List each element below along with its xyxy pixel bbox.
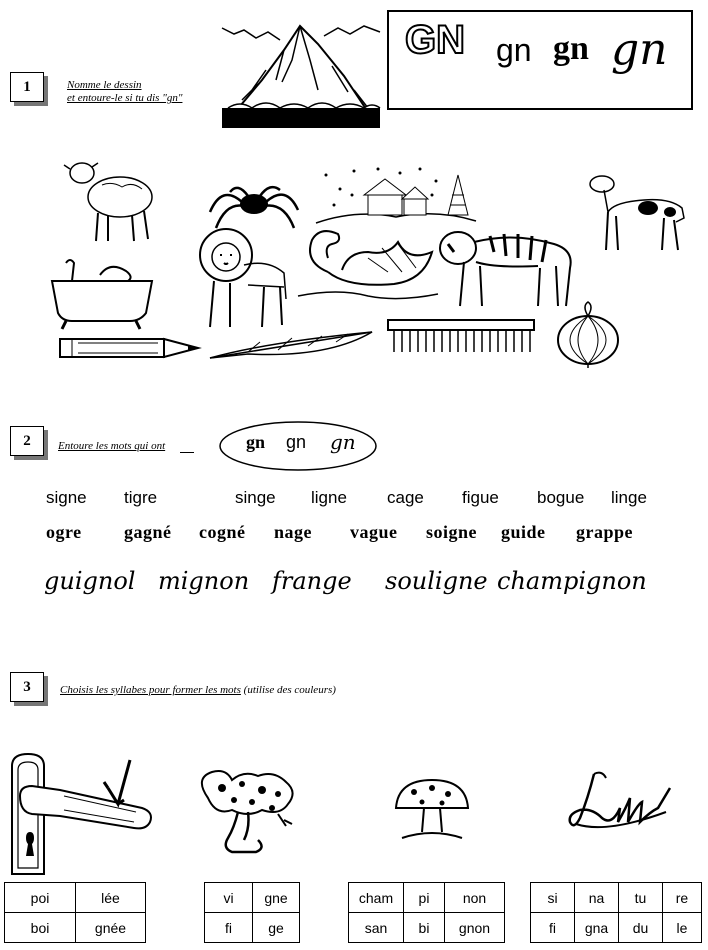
lion-drawing: [194, 225, 292, 330]
syllables-vigne-table: [204, 882, 300, 943]
onion-drawing: [548, 300, 630, 368]
exercise-1-number: 1: [10, 72, 44, 102]
exercise-1-line1: Nomme le dessin: [67, 79, 142, 91]
snowy-village-drawing: [316, 165, 476, 225]
mushroom-drawing: [392, 776, 472, 846]
exercise-3-number: 3: [10, 672, 44, 702]
syllable-cell[interactable]: gnée: [76, 913, 146, 943]
word: frange: [272, 567, 352, 595]
syllable-cell[interactable]: cham: [349, 883, 404, 913]
word: guide: [501, 522, 546, 542]
swan-drawing: [298, 222, 438, 302]
word: guignol: [44, 567, 136, 595]
door-handle-drawing: [4, 752, 160, 878]
word: mignon: [158, 567, 250, 595]
word: linge: [611, 488, 647, 507]
title-box: [387, 10, 693, 110]
word: vague: [350, 522, 398, 542]
word: singe: [235, 488, 276, 507]
exercise-2-underline-extension: [180, 452, 194, 453]
syllable-cell[interactable]: boi: [5, 913, 76, 943]
word: nage: [274, 522, 312, 542]
word: figue: [462, 488, 499, 507]
syllable-cell[interactable]: na: [575, 883, 619, 913]
word: grappe: [576, 522, 633, 542]
oval-gn-serif: gn: [246, 432, 266, 452]
word: tigre: [124, 488, 158, 507]
syllable-cell[interactable]: fi: [205, 913, 253, 943]
syllable-cell[interactable]: poi: [5, 883, 76, 913]
syllable-cell[interactable]: le: [663, 913, 702, 943]
comb-drawing: [386, 318, 536, 356]
sheep-drawing: [62, 155, 158, 243]
word: ligne: [311, 488, 347, 507]
syllable-cell[interactable]: lée: [76, 883, 146, 913]
oval-gn-sans: gn: [286, 432, 307, 452]
exercise-3-instruction-main: Choisis les syllabes pour former les mots: [60, 684, 241, 696]
title-gn-sans: gn: [496, 32, 532, 68]
oval-gn-cursive: gn: [330, 430, 356, 454]
exercise-3-instruction: [60, 684, 336, 697]
bathtub-drawing: [50, 255, 154, 329]
title-gn-cursive: gn: [611, 24, 668, 75]
syllable-cell[interactable]: du: [619, 913, 663, 943]
title-gn-outline: GN: [405, 18, 465, 62]
exercise-2-instruction: Entoure les mots qui ont: [58, 440, 166, 452]
signature-label: [604, 778, 662, 819]
word: cage: [387, 488, 424, 507]
words-row-cursive: [0, 567, 708, 601]
syllable-cell[interactable]: non: [445, 883, 505, 913]
syllable-cell[interactable]: bi: [404, 913, 445, 943]
word: ogre: [46, 522, 82, 542]
pencil-drawing: [58, 333, 204, 363]
tiger-drawing: [434, 222, 584, 312]
dog-drawing: [584, 172, 690, 252]
words-row-serif: [0, 522, 708, 546]
word: soigne: [426, 522, 478, 542]
word: champignon: [497, 567, 647, 595]
syllable-cell[interactable]: gna: [575, 913, 619, 943]
syllable-cell[interactable]: si: [531, 883, 575, 913]
vine-drawing: [188, 768, 302, 856]
word: souligne: [385, 567, 488, 595]
syllable-cell[interactable]: san: [349, 913, 404, 943]
syllable-cell[interactable]: ge: [253, 913, 300, 943]
exercise-1-line2: et entoure-le si tu dis "gn": [67, 92, 183, 104]
syllable-cell[interactable]: gnon: [445, 913, 505, 943]
words-row-sans: [0, 488, 708, 512]
syllables-signature-table: [530, 882, 702, 943]
syllables-champignon-table: [348, 882, 505, 943]
syllable-cell[interactable]: pi: [404, 883, 445, 913]
word: signe: [46, 488, 87, 507]
syllable-cell[interactable]: vi: [205, 883, 253, 913]
syllables-poignee-table: [4, 882, 146, 943]
word: gagné: [124, 522, 172, 542]
syllable-cell[interactable]: gne: [253, 883, 300, 913]
exercise-2-number: 2: [10, 426, 44, 456]
exercise-1-instruction: [67, 79, 182, 105]
exercise-3-instruction-note: (utilise des couleurs): [240, 684, 336, 696]
syllable-cell[interactable]: tu: [619, 883, 663, 913]
feather-drawing: [208, 328, 374, 362]
syllable-cell[interactable]: fi: [531, 913, 575, 943]
mountain-drawing: [222, 20, 380, 128]
title-gn-serif: gn: [553, 30, 589, 67]
syllable-cell[interactable]: re: [663, 883, 702, 913]
word: bogue: [537, 488, 585, 507]
word: cogné: [199, 522, 246, 542]
